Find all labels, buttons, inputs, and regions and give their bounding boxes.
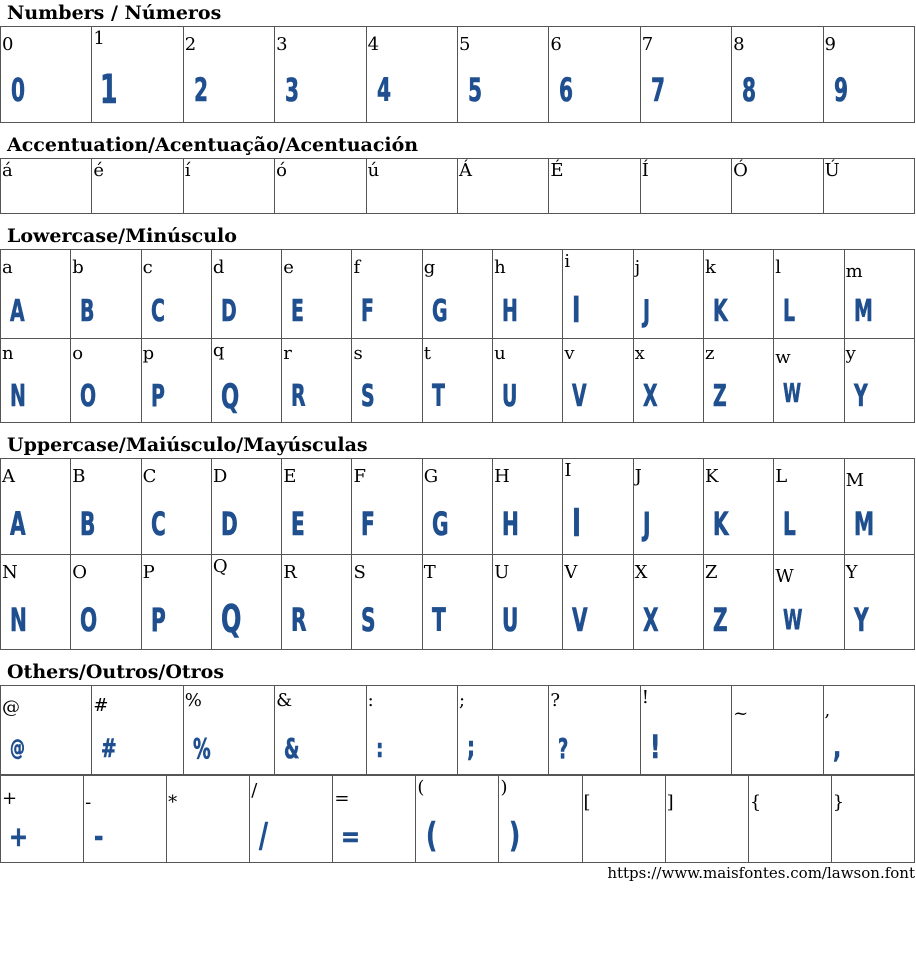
char-label: h [494, 257, 506, 278]
char-label: 0 [2, 34, 14, 55]
glyph-cell [823, 686, 914, 775]
char-label: ú [367, 160, 380, 181]
section-title-others: Others/Outros/Otros [7, 661, 225, 683]
char-label: t [423, 343, 432, 364]
char-label: } [832, 792, 845, 813]
glyph-cell [633, 339, 703, 423]
glyph-cell [703, 339, 773, 423]
section-title-lowercase: Lowercase/Minúsculo [7, 225, 237, 247]
glyph-sample: T [431, 379, 445, 414]
char-label: u [494, 343, 506, 364]
char-label: q [212, 340, 225, 361]
char-label: ) [500, 777, 508, 798]
glyph-cell [282, 339, 352, 423]
glyph-sample: U [502, 601, 519, 639]
char-label: I [564, 460, 572, 481]
glyph-sample: R [291, 379, 306, 414]
glyph-cell [457, 159, 548, 214]
char-label: ( [417, 777, 425, 798]
char-label: ] [666, 792, 674, 813]
char-label: + [2, 788, 18, 809]
glyph-sample: M [853, 294, 873, 329]
char-label: / [251, 780, 258, 801]
char-label: r [283, 343, 292, 364]
glyph-cell [640, 159, 731, 214]
glyph-sample: Z [712, 379, 727, 414]
char-label: 3 [276, 34, 288, 55]
char-label: , [824, 700, 831, 721]
glyph-sample: T [431, 601, 446, 639]
glyph-cell [703, 555, 773, 650]
glyph-cell [774, 555, 844, 650]
glyph-cell [633, 459, 703, 555]
char-label: : [367, 690, 374, 711]
char-label: M [845, 470, 864, 491]
glyph-sample: V [572, 379, 587, 414]
glyph-cell [416, 776, 499, 863]
glyph-cell [1, 339, 71, 423]
glyph-cell [640, 27, 731, 123]
glyph-sample: = [341, 820, 361, 853]
glyph-sample: V [572, 601, 588, 639]
glyph-cell [211, 339, 281, 423]
char-label: D [212, 466, 228, 487]
char-label: C [142, 466, 157, 487]
glyph-cell [823, 27, 914, 123]
glyph-cell [1, 555, 71, 650]
glyph-sample: ) [509, 816, 521, 856]
glyph-cell [563, 339, 633, 423]
glyph-cell [703, 250, 773, 339]
char-label: N [2, 562, 18, 583]
glyph-sample: 7 [650, 71, 665, 109]
char-label: s [353, 343, 363, 364]
char-label: j [634, 257, 641, 278]
glyph-sample: S [361, 601, 376, 639]
char-label: @ [2, 697, 20, 718]
glyph-sample: O [80, 379, 97, 414]
char-label: L [775, 466, 788, 487]
glyph-sample: , [832, 730, 841, 765]
char-label: d [212, 257, 225, 278]
glyph-cell [549, 27, 640, 123]
glyph-cell [422, 555, 492, 650]
glyph-cell [366, 27, 457, 123]
char-label: Y [845, 562, 858, 583]
glyph-sample: % [192, 732, 211, 765]
char-label: P [142, 562, 155, 583]
char-label: Q [212, 556, 228, 577]
char-label: 5 [458, 34, 471, 55]
glyph-cell [141, 250, 211, 339]
others-grid-row-1 [0, 685, 915, 775]
glyph-sample: E [291, 294, 305, 329]
glyph-sample: N [10, 601, 27, 639]
char-label: V [564, 562, 578, 583]
glyph-cell [84, 776, 167, 863]
glyph-sample: J [642, 505, 651, 543]
glyph-sample: Q [220, 597, 242, 641]
char-label: E [283, 466, 297, 487]
glyph-sample: U [502, 379, 518, 414]
glyph-cell [366, 686, 457, 775]
glyph-cell [282, 459, 352, 555]
glyph-cell [183, 686, 274, 775]
glyph-cell [275, 686, 366, 775]
glyph-sample: 2 [193, 71, 208, 109]
glyph-sample: A [10, 505, 26, 543]
char-label: { [749, 792, 762, 813]
char-label: v [564, 343, 575, 364]
others-grid-row-2 [0, 775, 915, 863]
glyph-cell [141, 555, 211, 650]
glyph-cell [549, 686, 640, 775]
char-label: % [184, 690, 202, 711]
glyph-cell [352, 250, 422, 339]
glyph-cell [141, 459, 211, 555]
glyph-cell [563, 459, 633, 555]
glyph-sample: 6 [559, 71, 574, 109]
glyph-sample: H [502, 505, 519, 543]
accents-grid [0, 158, 915, 214]
glyph-cell [275, 159, 366, 214]
glyph-sample: C [150, 294, 165, 329]
glyph-sample: P [150, 601, 166, 639]
glyph-sample: 0 [11, 71, 26, 109]
glyph-sample: I [572, 290, 581, 331]
char-label: F [353, 466, 366, 487]
char-label: J [634, 466, 642, 487]
glyph-sample: N [10, 379, 26, 414]
char-label: ? [550, 690, 560, 711]
glyph-sample: R [291, 601, 307, 639]
char-label: 9 [824, 34, 836, 55]
char-label: B [72, 466, 86, 487]
glyph-sample: + [9, 820, 28, 853]
glyph-sample: E [291, 505, 305, 543]
char-label: ~ [733, 703, 749, 724]
glyph-sample: W [783, 603, 803, 636]
char-label: x [634, 343, 645, 364]
glyph-sample: # [101, 734, 118, 764]
char-label: 1 [93, 28, 105, 49]
char-label: = [334, 788, 350, 809]
glyph-cell [366, 159, 457, 214]
glyph-sample: A [10, 294, 25, 329]
glyph-cell [457, 686, 548, 775]
numbers-grid [0, 26, 915, 123]
glyph-sample: M [853, 505, 874, 543]
glyph-cell [1, 250, 71, 339]
glyph-cell [499, 776, 582, 863]
char-label: [ [583, 792, 591, 813]
glyph-cell [71, 339, 141, 423]
glyph-sample: Z [712, 601, 728, 639]
glyph-cell [250, 776, 333, 863]
char-label: i [564, 251, 571, 272]
glyph-sample: S [361, 379, 376, 414]
char-label: & [276, 690, 293, 711]
glyph-sample: L [783, 294, 796, 329]
char-label: X [634, 562, 648, 583]
glyph-sample: G [431, 505, 449, 543]
glyph-cell [732, 159, 823, 214]
char-label: T [423, 562, 436, 583]
char-label: 8 [733, 34, 745, 55]
glyph-cell [563, 250, 633, 339]
char-label: Ó [733, 160, 748, 181]
char-label: A [2, 466, 15, 487]
glyph-cell [141, 339, 211, 423]
glyph-sample: Y [853, 601, 869, 639]
glyph-sample: X [642, 379, 658, 414]
char-label: a [2, 257, 13, 278]
glyph-sample: W [783, 379, 802, 409]
glyph-sample: Y [853, 379, 868, 414]
glyph-sample: B [80, 505, 96, 543]
glyph-cell [92, 159, 183, 214]
glyph-cell [774, 250, 844, 339]
glyph-sample: F [361, 505, 376, 543]
section-title-numbers: Numbers / Números [7, 2, 222, 24]
glyph-cell [844, 459, 914, 555]
char-label: 2 [184, 34, 197, 55]
char-label: O [72, 562, 88, 583]
glyph-cell [748, 776, 831, 863]
glyph-sample: @ [10, 736, 25, 761]
glyph-cell [774, 339, 844, 423]
glyph-cell [732, 686, 823, 775]
glyph-cell [422, 339, 492, 423]
glyph-cell [282, 250, 352, 339]
glyph-cell [703, 459, 773, 555]
glyph-sample: : [375, 734, 384, 764]
char-label: Í [641, 160, 649, 181]
glyph-cell [422, 250, 492, 339]
glyph-sample: K [712, 505, 729, 543]
glyph-sample: 9 [833, 71, 848, 109]
char-label: É [550, 160, 564, 181]
char-label: R [283, 562, 297, 583]
glyph-cell [211, 555, 281, 650]
glyph-cell [1, 776, 84, 863]
glyph-sample: Q [220, 377, 240, 417]
glyph-cell [732, 27, 823, 123]
glyph-cell [774, 459, 844, 555]
glyph-cell [844, 339, 914, 423]
glyph-cell [493, 250, 563, 339]
glyph-cell [92, 27, 183, 123]
char-label: - [85, 792, 92, 813]
glyph-cell [831, 776, 914, 863]
char-label: * [168, 792, 178, 813]
source-url[interactable]: https://www.maisfontes.com/lawson.font [607, 864, 915, 882]
char-label: c [142, 257, 153, 278]
glyph-sample: X [642, 601, 659, 639]
glyph-cell [211, 459, 281, 555]
glyph-cell [493, 459, 563, 555]
glyph-cell [457, 27, 548, 123]
glyph-cell [1, 27, 92, 123]
glyph-sample: 4 [376, 71, 391, 109]
glyph-cell [582, 776, 665, 863]
char-label: á [2, 160, 13, 181]
glyph-cell [71, 459, 141, 555]
char-label: 6 [550, 34, 562, 55]
char-label: o [72, 343, 84, 364]
glyph-sample: ( [426, 816, 438, 856]
section-title-accents: Accentuation/Acentuação/Acentuación [7, 134, 419, 156]
glyph-cell [183, 159, 274, 214]
glyph-cell [493, 339, 563, 423]
glyph-cell [92, 686, 183, 775]
glyph-cell [167, 776, 250, 863]
char-label: w [775, 347, 791, 368]
glyph-cell [823, 159, 914, 214]
char-label: p [142, 343, 155, 364]
char-label: m [845, 261, 863, 282]
glyph-cell [183, 27, 274, 123]
char-label: g [423, 257, 436, 278]
glyph-sample: D [220, 505, 238, 543]
char-label: í [184, 160, 191, 181]
char-label: b [72, 257, 84, 278]
glyph-cell [275, 27, 366, 123]
glyph-sample: P [150, 379, 165, 414]
glyph-sample: B [80, 294, 95, 329]
char-label: l [775, 257, 782, 278]
char-label: f [353, 257, 361, 278]
char-label: k [704, 257, 716, 278]
glyph-cell [71, 555, 141, 650]
glyph-sample: C [150, 505, 166, 543]
glyph-sample: 1 [100, 67, 118, 113]
glyph-cell [1, 686, 92, 775]
char-label: Ú [824, 160, 840, 181]
char-label: e [283, 257, 294, 278]
char-label: K [704, 466, 719, 487]
glyph-sample: D [220, 294, 237, 329]
glyph-cell [422, 459, 492, 555]
glyph-sample: K [712, 294, 728, 329]
char-label: ó [276, 160, 288, 181]
glyph-sample: G [431, 294, 448, 329]
char-label: G [423, 466, 439, 487]
glyph-sample: I [572, 501, 582, 545]
glyph-sample: L [783, 505, 797, 543]
glyph-sample: - [94, 820, 104, 853]
glyph-sample: & [284, 732, 300, 765]
char-label: U [494, 562, 510, 583]
char-label: Á [458, 160, 472, 181]
char-label: é [93, 160, 105, 181]
char-label: W [775, 566, 794, 587]
glyph-cell [844, 250, 914, 339]
glyph-cell [333, 776, 416, 863]
glyph-cell [282, 555, 352, 650]
glyph-cell [563, 555, 633, 650]
section-title-uppercase: Uppercase/Maiúsculo/Mayúsculas [7, 434, 368, 456]
glyph-sample: F [361, 294, 375, 329]
glyph-cell [211, 250, 281, 339]
glyph-sample: ; [466, 730, 476, 763]
glyph-sample: ! [649, 728, 661, 766]
glyph-cell [352, 555, 422, 650]
char-label: Z [704, 562, 718, 583]
glyph-cell [633, 555, 703, 650]
uppercase-grid [0, 458, 915, 650]
glyph-sample: ? [558, 732, 569, 765]
glyph-cell [352, 459, 422, 555]
glyph-sample: J [642, 294, 650, 329]
char-label: n [2, 343, 14, 364]
glyph-sample: / [259, 816, 269, 856]
glyph-sample: 5 [467, 71, 482, 109]
glyph-cell [844, 555, 914, 650]
char-label: ; [458, 690, 466, 711]
glyph-cell [352, 339, 422, 423]
char-label: H [494, 466, 510, 487]
char-label: y [845, 343, 856, 364]
glyph-cell [633, 250, 703, 339]
glyph-sample: H [502, 294, 518, 329]
glyph-cell [1, 159, 92, 214]
glyph-cell [71, 250, 141, 339]
char-label: 4 [367, 34, 380, 55]
char-label: S [353, 562, 366, 583]
glyph-sample: 8 [742, 71, 757, 109]
char-label: ! [641, 687, 649, 708]
char-label: # [93, 695, 109, 716]
glyph-sample: 3 [285, 71, 300, 109]
lowercase-grid [0, 249, 915, 423]
glyph-cell [493, 555, 563, 650]
glyph-cell [665, 776, 748, 863]
glyph-cell [549, 159, 640, 214]
char-label: z [704, 343, 715, 364]
glyph-cell [1, 459, 71, 555]
glyph-cell [640, 686, 731, 775]
glyph-sample: O [80, 601, 98, 639]
char-label: 7 [641, 34, 654, 55]
